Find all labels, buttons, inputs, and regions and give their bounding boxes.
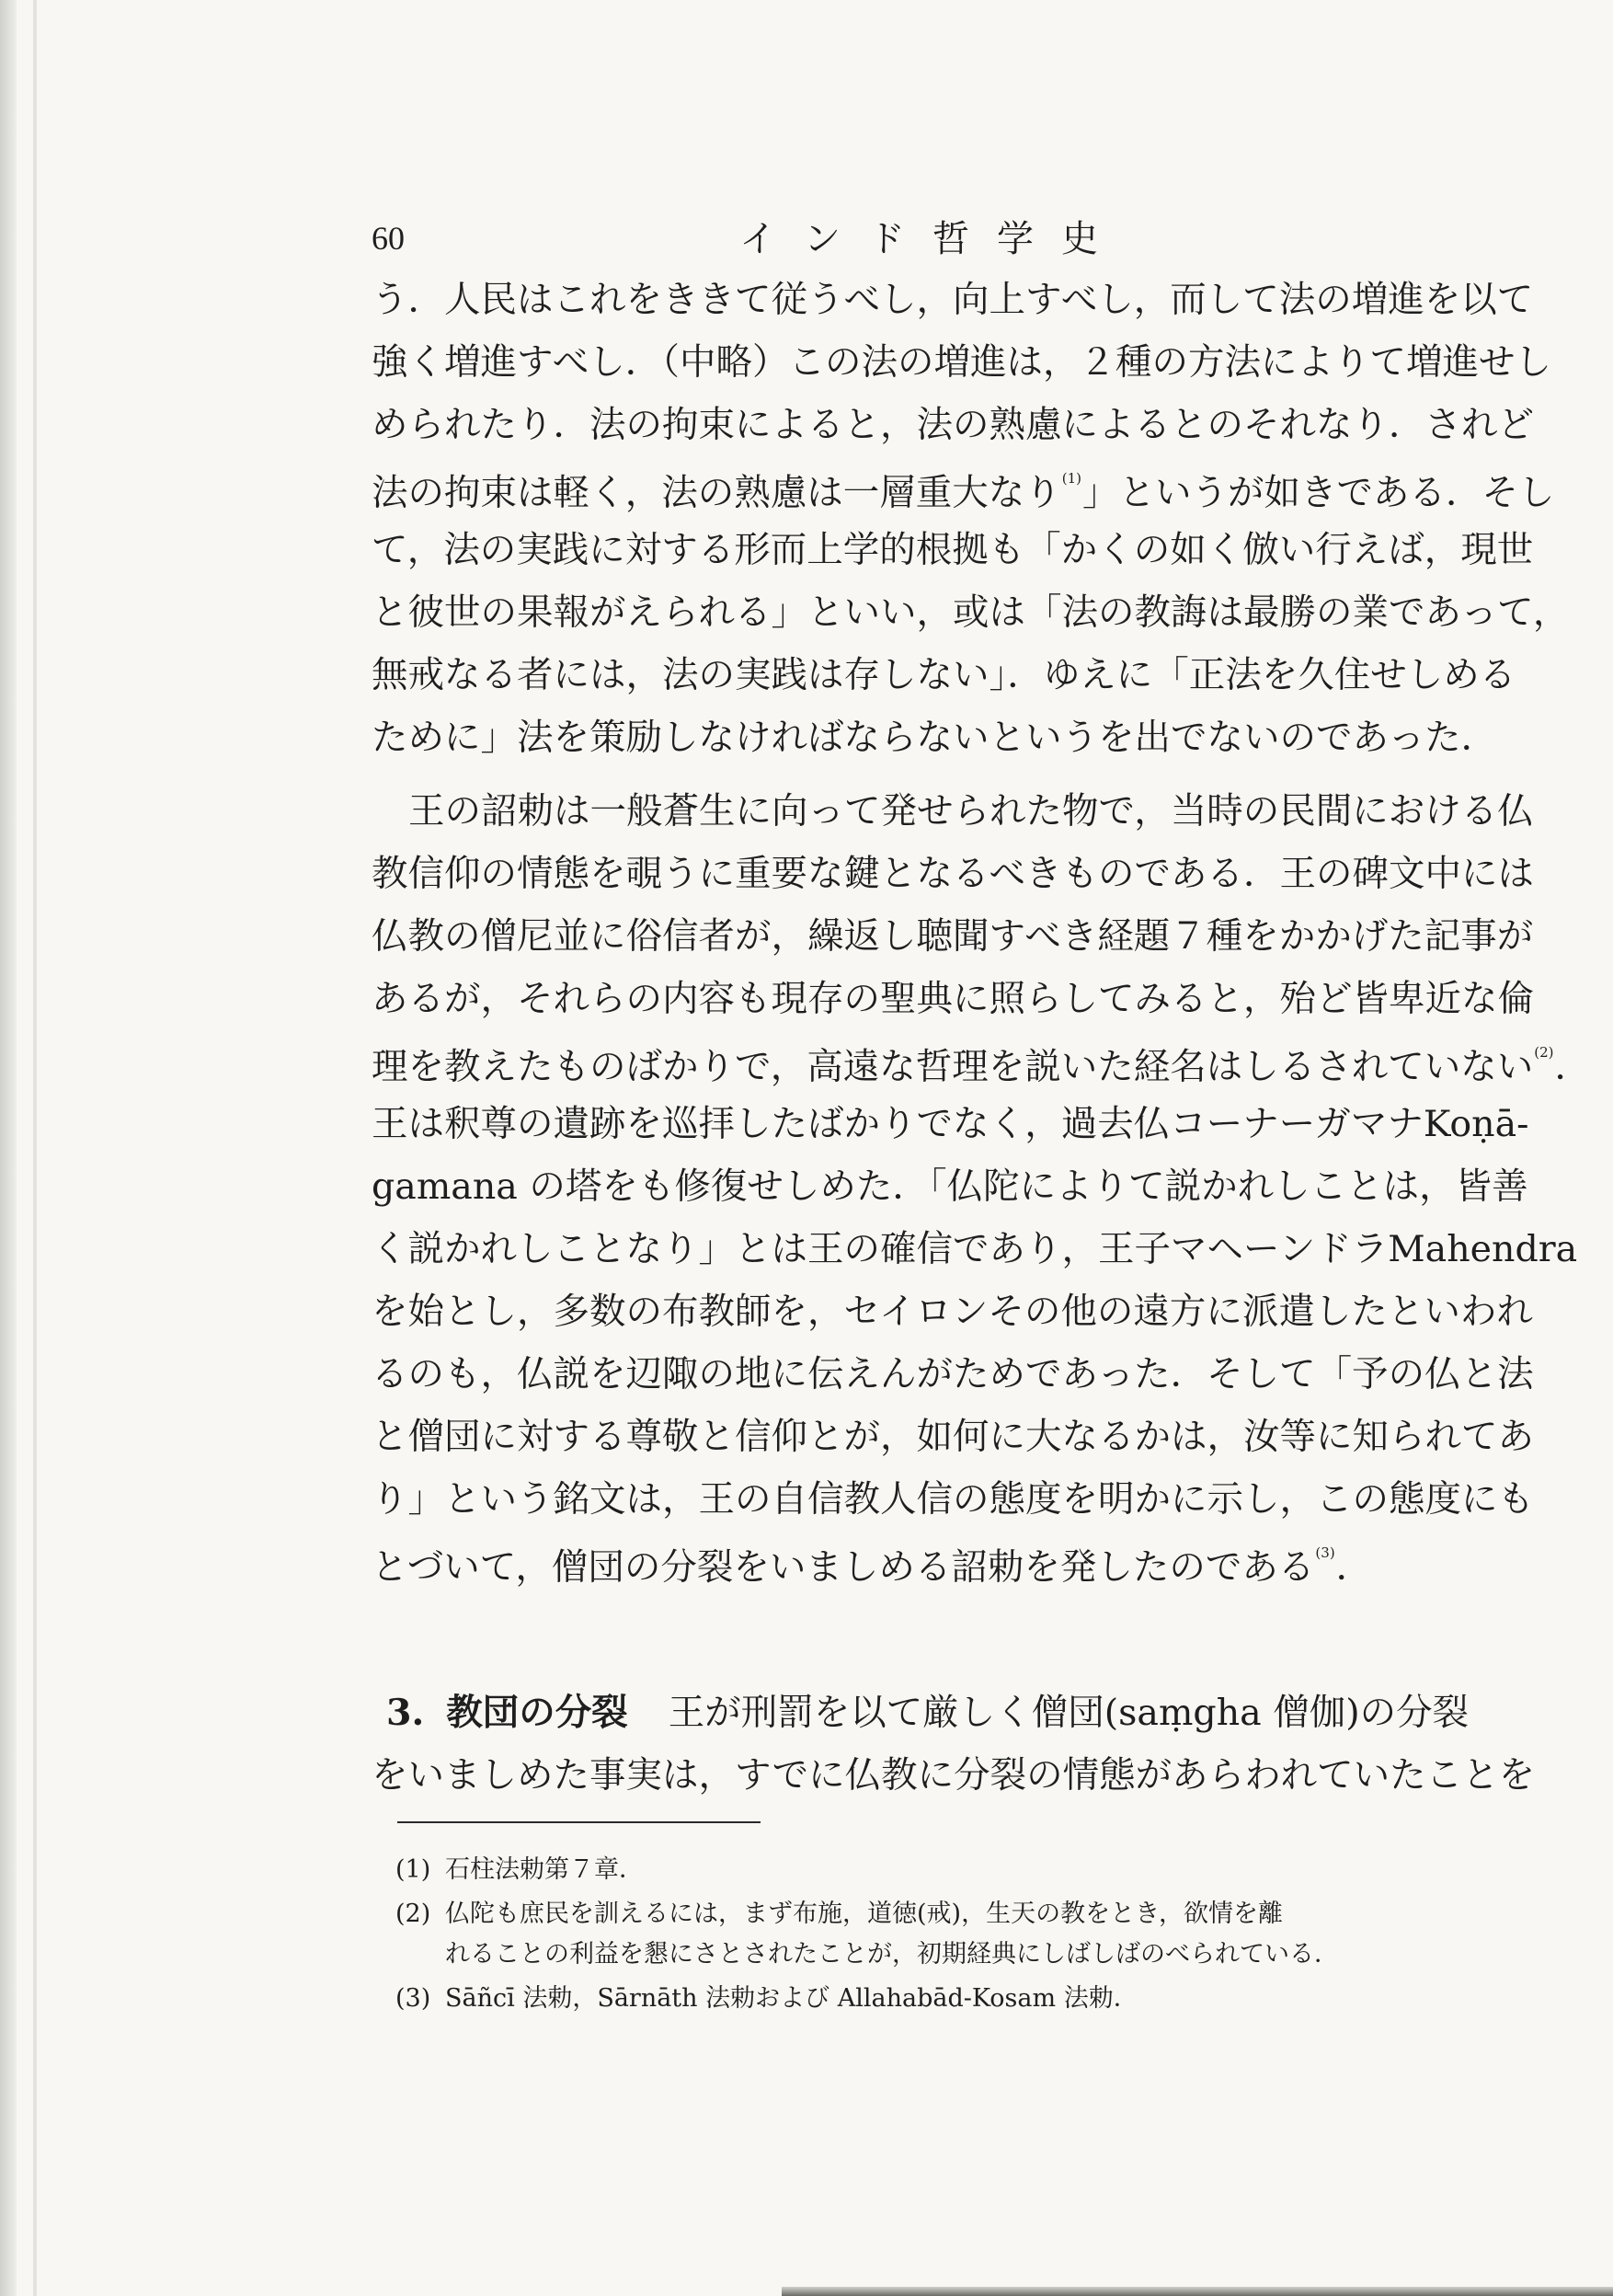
- text-line: められたり．法の拘束によると，法の熟慮によるとのそれなり．されど: [372, 404, 1534, 446]
- text-line: [372, 460, 1555, 515]
- text-line: 王の詔勅は一般蒼生に向って発せられた物で，当時の民間における仏: [408, 790, 1534, 832]
- text-line: gamana の塔をも修復せしめた．「仏陀によりて説かれしことは，皆善: [372, 1165, 1528, 1208]
- footnote-ref: (3): [1315, 1544, 1335, 1561]
- scan-bottom-edge: [782, 2287, 1613, 2296]
- section-number: 3.: [386, 1692, 425, 1734]
- text-segment: ．: [1335, 1546, 1373, 1590]
- text-line: [372, 1034, 1591, 1089]
- footnote-number: (3): [395, 1984, 431, 2013]
- footnote-rule: [397, 1821, 761, 1823]
- section-text: 王が刑罰を以て厳しく僧団(saṃgha 僧伽)の分裂: [668, 1692, 1470, 1734]
- footnote: [395, 1849, 1471, 1885]
- running-title: インド哲学史: [739, 218, 1126, 260]
- footnote: [395, 1893, 1471, 1929]
- text-line: り」という銘文は，王の自信教人信の態度を明かに示し，この態度にも: [372, 1478, 1534, 1521]
- page-header: [372, 210, 1470, 265]
- section-heading-line: [386, 1685, 1484, 1740]
- scan-edge-shadow: [0, 0, 17, 2296]
- text-line: 無戒なる者には，法の実践は存しない」．ゆえに「正法を久住せしめる: [372, 654, 1516, 696]
- footnote-number: (1): [395, 1855, 431, 1884]
- text-segment: 理を教えたものばかりで，高遠な哲理を説いた経名はしるされていない: [372, 1046, 1534, 1089]
- text-segment: ．: [1554, 1046, 1591, 1089]
- text-line: 仏教の僧尼並に俗信者が，繰返し聴聞すべき経題７種をかかげた記事が: [372, 915, 1534, 958]
- text-line: ために」法を策励しなければならないというを出でないのであった．: [372, 717, 1498, 759]
- footnote-text: れることの利益を懇にさとされたことが，初期経典にしばしばのべられている．: [445, 1940, 1339, 1969]
- text-line: [372, 1534, 1470, 1590]
- text-line: 強く増進すべし．（中略）この法の増進は，２種の方法によりて増進せし: [372, 341, 1551, 384]
- text-line: を始とし，多数の布教師を，セイロンその他の遠方に派遣したといわれ: [372, 1291, 1533, 1333]
- text-line: と彼世の果報がえられる」といい，或は「法の教誨は最勝の業であって，: [372, 591, 1570, 634]
- text-line: う．人民はこれをききて従うべし，向上すべし，而して法の増進を以て: [372, 279, 1534, 321]
- section-title: 教団の分裂: [446, 1692, 628, 1734]
- text-line: て，法の実践に対する形而上学的根拠も「かくの如く倣い行えば，現世: [372, 529, 1534, 571]
- scan-edge-line: [33, 0, 37, 2296]
- footnote-text: 石柱法勅第７章．: [445, 1855, 644, 1884]
- footnote-text: Sāñcī 法勅，Sārnāth 法勅および Allahabād-Kosam 法勅．: [445, 1984, 1138, 2013]
- page-number: 60: [372, 220, 405, 257]
- footnote-ref: (1): [1061, 470, 1081, 487]
- footnote-text: 仏陀も庶民を訓えるには，まず布施，道徳(戒)，生天の教をとき，欲情を離: [445, 1900, 1283, 1928]
- text-line: 王は釈尊の遺跡を巡拝したばかりでなく，過去仏コーナーガマナKoṇā-: [372, 1103, 1529, 1145]
- text-line: あるが，それらの内容も現存の聖典に照らしてみると，殆ど皆卑近な倫: [372, 978, 1534, 1020]
- text-segment: とづいて，僧団の分裂をいましめる詔勅を発したのである: [372, 1546, 1315, 1590]
- text-line: 教信仰の情態を覗うに重要な鍵となるべきものである．王の碑文中には: [372, 853, 1534, 895]
- footnote-number: (2): [395, 1900, 431, 1928]
- text-line: るのも，仏説を辺陬の地に伝えんがためであった．そして「予の仏と法: [372, 1353, 1534, 1395]
- text-segment: 法の拘束は軽く，法の熟慮は一層重大なり: [372, 472, 1061, 515]
- footnote: [395, 1934, 1471, 1969]
- section-text-line: をいましめた事実は，すでに仏教に分裂の情態があらわれていたことを: [372, 1754, 1536, 1797]
- text-segment: 」というが如きである．そし: [1081, 472, 1555, 515]
- text-line: く説かれしことなり」とは王の確信であり，王子マヘーンドラMahendra: [372, 1228, 1578, 1270]
- footnote: [395, 1978, 1471, 2014]
- text-line: と僧団に対する尊敬と信仰とが，如何に大なるかは，汝等に知られてあ: [372, 1416, 1534, 1458]
- footnote-ref: (2): [1534, 1044, 1554, 1061]
